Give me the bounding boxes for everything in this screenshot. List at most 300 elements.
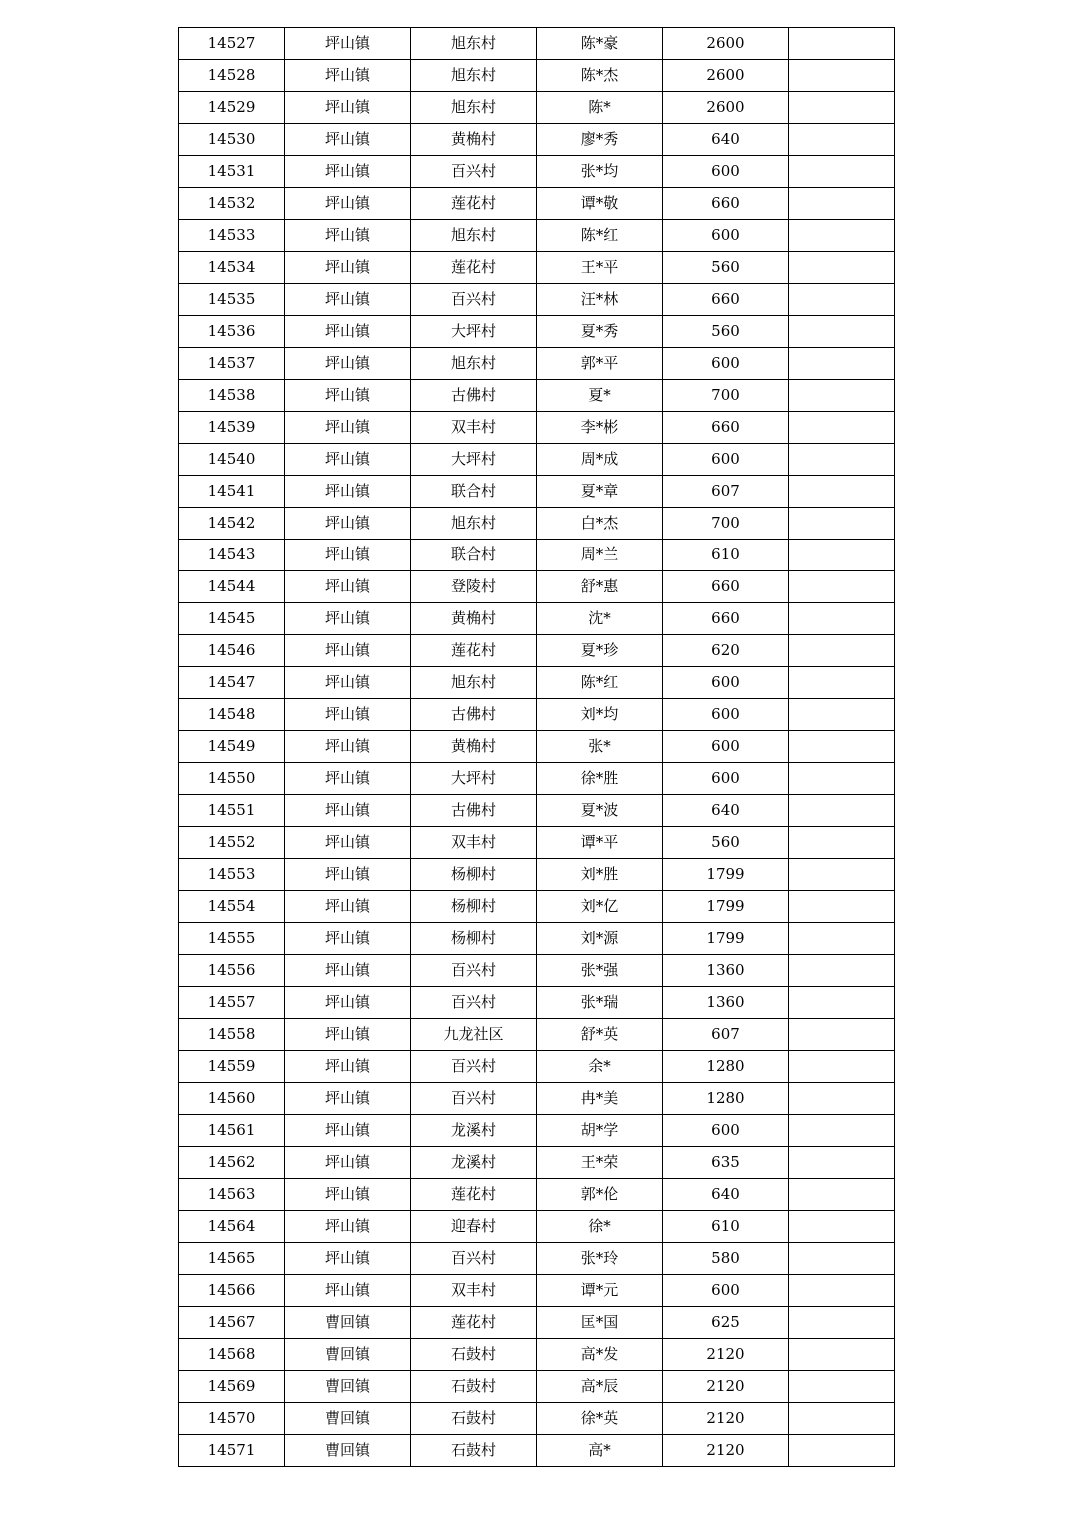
remark-cell [789,1242,895,1274]
name-cell: 张* [537,731,663,763]
name-cell: 张*玲 [537,1242,663,1274]
name-cell: 郭*平 [537,347,663,379]
remark-cell [789,699,895,731]
amount-cell: 625 [663,1306,789,1338]
name-cell: 周*成 [537,443,663,475]
village-cell: 旭东村 [411,28,537,60]
serial-cell: 14534 [179,251,285,283]
serial-cell: 14557 [179,987,285,1019]
table-row [179,1210,895,1242]
town-cell: 坪山镇 [285,635,411,667]
name-cell: 匡*国 [537,1306,663,1338]
table-row [179,379,895,411]
town-cell: 坪山镇 [285,827,411,859]
name-cell: 舒*英 [537,1019,663,1051]
table-row [179,539,895,571]
table-row [179,251,895,283]
amount-cell: 1360 [663,987,789,1019]
amount-cell: 580 [663,1242,789,1274]
town-cell: 坪山镇 [285,59,411,91]
serial-cell: 14568 [179,1338,285,1370]
name-cell: 徐*胜 [537,763,663,795]
serial-cell: 14547 [179,667,285,699]
name-cell: 沈* [537,603,663,635]
town-cell: 坪山镇 [285,28,411,60]
village-cell: 黄桷村 [411,731,537,763]
amount-cell: 2600 [663,28,789,60]
name-cell: 刘*胜 [537,859,663,891]
village-cell: 百兴村 [411,155,537,187]
table-row [179,827,895,859]
town-cell: 曹回镇 [285,1338,411,1370]
town-cell: 坪山镇 [285,379,411,411]
village-cell: 百兴村 [411,283,537,315]
town-cell: 坪山镇 [285,1082,411,1114]
town-cell: 坪山镇 [285,347,411,379]
serial-cell: 14570 [179,1402,285,1434]
table-row [179,571,895,603]
amount-cell: 2600 [663,91,789,123]
town-cell: 坪山镇 [285,1274,411,1306]
town-cell: 坪山镇 [285,91,411,123]
amount-cell: 1799 [663,891,789,923]
name-cell: 高* [537,1434,663,1466]
remark-cell [789,1338,895,1370]
village-cell: 黄桷村 [411,603,537,635]
table-row [179,1082,895,1114]
amount-cell: 600 [663,699,789,731]
serial-cell: 14531 [179,155,285,187]
serial-cell: 14552 [179,827,285,859]
village-cell: 旭东村 [411,91,537,123]
amount-cell: 640 [663,123,789,155]
name-cell: 陈* [537,91,663,123]
remark-cell [789,315,895,347]
amount-cell: 1280 [663,1051,789,1083]
amount-cell: 610 [663,1210,789,1242]
name-cell: 陈*杰 [537,59,663,91]
serial-cell: 14528 [179,59,285,91]
village-cell: 双丰村 [411,411,537,443]
village-cell: 旭东村 [411,347,537,379]
name-cell: 白*杰 [537,507,663,539]
remark-cell [789,1082,895,1114]
remark-cell [789,827,895,859]
remark-cell [789,731,895,763]
town-cell: 坪山镇 [285,923,411,955]
amount-cell: 600 [663,731,789,763]
serial-cell: 14549 [179,731,285,763]
serial-cell: 14535 [179,283,285,315]
name-cell: 刘*亿 [537,891,663,923]
amount-cell: 610 [663,539,789,571]
amount-cell: 700 [663,507,789,539]
amount-cell: 560 [663,315,789,347]
serial-cell: 14558 [179,1019,285,1051]
remark-cell [789,571,895,603]
table-row [179,1114,895,1146]
amount-cell: 660 [663,411,789,443]
amount-cell: 1360 [663,955,789,987]
remark-cell [789,955,895,987]
table-body [179,28,895,1467]
serial-cell: 14546 [179,635,285,667]
town-cell: 坪山镇 [285,507,411,539]
serial-cell: 14544 [179,571,285,603]
serial-cell: 14536 [179,315,285,347]
amount-cell: 700 [663,379,789,411]
amount-cell: 640 [663,1178,789,1210]
amount-cell: 660 [663,187,789,219]
remark-cell [789,411,895,443]
serial-cell: 14571 [179,1434,285,1466]
remark-cell [789,1146,895,1178]
village-cell: 百兴村 [411,987,537,1019]
table-row [179,731,895,763]
name-cell: 陈*红 [537,667,663,699]
amount-cell: 600 [663,1274,789,1306]
town-cell: 坪山镇 [285,475,411,507]
serial-cell: 14565 [179,1242,285,1274]
table-row [179,28,895,60]
table-row [179,635,895,667]
town-cell: 坪山镇 [285,1019,411,1051]
town-cell: 坪山镇 [285,123,411,155]
table-row [179,795,895,827]
town-cell: 坪山镇 [285,763,411,795]
village-cell: 古佛村 [411,795,537,827]
serial-cell: 14554 [179,891,285,923]
village-cell: 大坪村 [411,315,537,347]
amount-cell: 1280 [663,1082,789,1114]
village-cell: 旭东村 [411,219,537,251]
amount-cell: 660 [663,283,789,315]
village-cell: 石鼓村 [411,1370,537,1402]
table-row [179,1370,895,1402]
amount-cell: 1799 [663,859,789,891]
serial-cell: 14545 [179,603,285,635]
town-cell: 坪山镇 [285,411,411,443]
remark-cell [789,283,895,315]
table-row [179,763,895,795]
remark-cell [789,603,895,635]
serial-cell: 14537 [179,347,285,379]
amount-cell: 600 [663,1114,789,1146]
remark-cell [789,859,895,891]
table-row [179,987,895,1019]
name-cell: 徐*英 [537,1402,663,1434]
serial-cell: 14559 [179,1051,285,1083]
name-cell: 刘*均 [537,699,663,731]
name-cell: 张*瑞 [537,987,663,1019]
town-cell: 坪山镇 [285,539,411,571]
table-row [179,1019,895,1051]
village-cell: 莲花村 [411,187,537,219]
name-cell: 王*平 [537,251,663,283]
remark-cell [789,1370,895,1402]
table-row [179,1178,895,1210]
town-cell: 坪山镇 [285,603,411,635]
name-cell: 夏*秀 [537,315,663,347]
village-cell: 黄桷村 [411,123,537,155]
serial-cell: 14556 [179,955,285,987]
town-cell: 坪山镇 [285,955,411,987]
table-row [179,411,895,443]
village-cell: 杨柳村 [411,891,537,923]
name-cell: 王*荣 [537,1146,663,1178]
town-cell: 坪山镇 [285,1210,411,1242]
remark-cell [789,635,895,667]
village-cell: 莲花村 [411,1306,537,1338]
table-row [179,1338,895,1370]
table-row [179,155,895,187]
table-row [179,475,895,507]
remark-cell [789,1306,895,1338]
town-cell: 曹回镇 [285,1402,411,1434]
village-cell: 联合村 [411,475,537,507]
table-row [179,1402,895,1434]
table-row [179,667,895,699]
serial-cell: 14542 [179,507,285,539]
village-cell: 双丰村 [411,1274,537,1306]
table-row [179,283,895,315]
amount-cell: 660 [663,603,789,635]
village-cell: 古佛村 [411,379,537,411]
remark-cell [789,379,895,411]
serial-cell: 14562 [179,1146,285,1178]
name-cell: 谭*敬 [537,187,663,219]
serial-cell: 14543 [179,539,285,571]
town-cell: 坪山镇 [285,1051,411,1083]
town-cell: 坪山镇 [285,731,411,763]
table-row [179,603,895,635]
remark-cell [789,507,895,539]
amount-cell: 640 [663,795,789,827]
village-cell: 登陵村 [411,571,537,603]
table-row [179,1306,895,1338]
amount-cell: 600 [663,155,789,187]
village-cell: 百兴村 [411,955,537,987]
serial-cell: 14561 [179,1114,285,1146]
amount-cell: 560 [663,827,789,859]
amount-cell: 1799 [663,923,789,955]
town-cell: 坪山镇 [285,315,411,347]
table-row [179,123,895,155]
amount-cell: 2600 [663,59,789,91]
town-cell: 坪山镇 [285,1242,411,1274]
remark-cell [789,347,895,379]
serial-cell: 14564 [179,1210,285,1242]
village-cell: 莲花村 [411,251,537,283]
town-cell: 坪山镇 [285,987,411,1019]
serial-cell: 14532 [179,187,285,219]
town-cell: 坪山镇 [285,1146,411,1178]
name-cell: 李*彬 [537,411,663,443]
data-table [178,27,895,1467]
village-cell: 迎春村 [411,1210,537,1242]
village-cell: 大坪村 [411,443,537,475]
serial-cell: 14566 [179,1274,285,1306]
town-cell: 坪山镇 [285,699,411,731]
remark-cell [789,1051,895,1083]
table-row [179,859,895,891]
serial-cell: 14555 [179,923,285,955]
village-cell: 百兴村 [411,1082,537,1114]
name-cell: 高*辰 [537,1370,663,1402]
serial-cell: 14539 [179,411,285,443]
remark-cell [789,155,895,187]
remark-cell [789,28,895,60]
village-cell: 石鼓村 [411,1338,537,1370]
town-cell: 坪山镇 [285,155,411,187]
table-row [179,1146,895,1178]
amount-cell: 2120 [663,1338,789,1370]
village-cell: 龙溪村 [411,1146,537,1178]
name-cell: 刘*源 [537,923,663,955]
remark-cell [789,123,895,155]
name-cell: 周*兰 [537,539,663,571]
amount-cell: 635 [663,1146,789,1178]
serial-cell: 14548 [179,699,285,731]
table-row [179,1274,895,1306]
serial-cell: 14553 [179,859,285,891]
town-cell: 坪山镇 [285,1178,411,1210]
table-row [179,315,895,347]
remark-cell [789,251,895,283]
amount-cell: 560 [663,251,789,283]
amount-cell: 2120 [663,1402,789,1434]
town-cell: 坪山镇 [285,795,411,827]
town-cell: 坪山镇 [285,283,411,315]
village-cell: 杨柳村 [411,859,537,891]
remark-cell [789,475,895,507]
town-cell: 坪山镇 [285,859,411,891]
amount-cell: 2120 [663,1370,789,1402]
town-cell: 坪山镇 [285,1114,411,1146]
amount-cell: 600 [663,347,789,379]
village-cell: 古佛村 [411,699,537,731]
remark-cell [789,1274,895,1306]
serial-cell: 14529 [179,91,285,123]
amount-cell: 2120 [663,1434,789,1466]
remark-cell [789,923,895,955]
village-cell: 九龙社区 [411,1019,537,1051]
village-cell: 旭东村 [411,59,537,91]
serial-cell: 14540 [179,443,285,475]
remark-cell [789,539,895,571]
remark-cell [789,1019,895,1051]
name-cell: 汪*林 [537,283,663,315]
remark-cell [789,91,895,123]
village-cell: 莲花村 [411,1178,537,1210]
name-cell: 郭*伦 [537,1178,663,1210]
table-row [179,347,895,379]
name-cell: 夏*波 [537,795,663,827]
serial-cell: 14569 [179,1370,285,1402]
table-row [179,923,895,955]
remark-cell [789,795,895,827]
remark-cell [789,1210,895,1242]
remark-cell [789,1178,895,1210]
remark-cell [789,1402,895,1434]
village-cell: 联合村 [411,539,537,571]
village-cell: 石鼓村 [411,1434,537,1466]
table-row [179,891,895,923]
serial-cell: 14550 [179,763,285,795]
name-cell: 余* [537,1051,663,1083]
serial-cell: 14533 [179,219,285,251]
remark-cell [789,987,895,1019]
village-cell: 莲花村 [411,635,537,667]
serial-cell: 14541 [179,475,285,507]
town-cell: 曹回镇 [285,1370,411,1402]
table-row [179,59,895,91]
name-cell: 夏*章 [537,475,663,507]
name-cell: 夏*珍 [537,635,663,667]
table-row [179,91,895,123]
town-cell: 坪山镇 [285,187,411,219]
table-row [179,219,895,251]
village-cell: 大坪村 [411,763,537,795]
town-cell: 坪山镇 [285,667,411,699]
name-cell: 廖*秀 [537,123,663,155]
name-cell: 舒*惠 [537,571,663,603]
village-cell: 龙溪村 [411,1114,537,1146]
remark-cell [789,1114,895,1146]
name-cell: 胡*学 [537,1114,663,1146]
table-row [179,187,895,219]
table-row [179,443,895,475]
name-cell: 陈*红 [537,219,663,251]
amount-cell: 607 [663,1019,789,1051]
village-cell: 杨柳村 [411,923,537,955]
town-cell: 坪山镇 [285,219,411,251]
name-cell: 张*均 [537,155,663,187]
remark-cell [789,891,895,923]
table-row [179,699,895,731]
name-cell: 徐* [537,1210,663,1242]
remark-cell [789,219,895,251]
name-cell: 高*发 [537,1338,663,1370]
remark-cell [789,667,895,699]
amount-cell: 600 [663,443,789,475]
village-cell: 百兴村 [411,1242,537,1274]
town-cell: 曹回镇 [285,1434,411,1466]
name-cell: 夏* [537,379,663,411]
name-cell: 陈*豪 [537,28,663,60]
remark-cell [789,443,895,475]
amount-cell: 620 [663,635,789,667]
remark-cell [789,59,895,91]
town-cell: 坪山镇 [285,891,411,923]
amount-cell: 600 [663,763,789,795]
village-cell: 旭东村 [411,667,537,699]
amount-cell: 660 [663,571,789,603]
serial-cell: 14538 [179,379,285,411]
table-row [179,1051,895,1083]
remark-cell [789,763,895,795]
town-cell: 曹回镇 [285,1306,411,1338]
village-cell: 双丰村 [411,827,537,859]
table-row [179,1434,895,1466]
serial-cell: 14530 [179,123,285,155]
town-cell: 坪山镇 [285,443,411,475]
amount-cell: 607 [663,475,789,507]
serial-cell: 14527 [179,28,285,60]
serial-cell: 14567 [179,1306,285,1338]
table-row [179,955,895,987]
serial-cell: 14551 [179,795,285,827]
